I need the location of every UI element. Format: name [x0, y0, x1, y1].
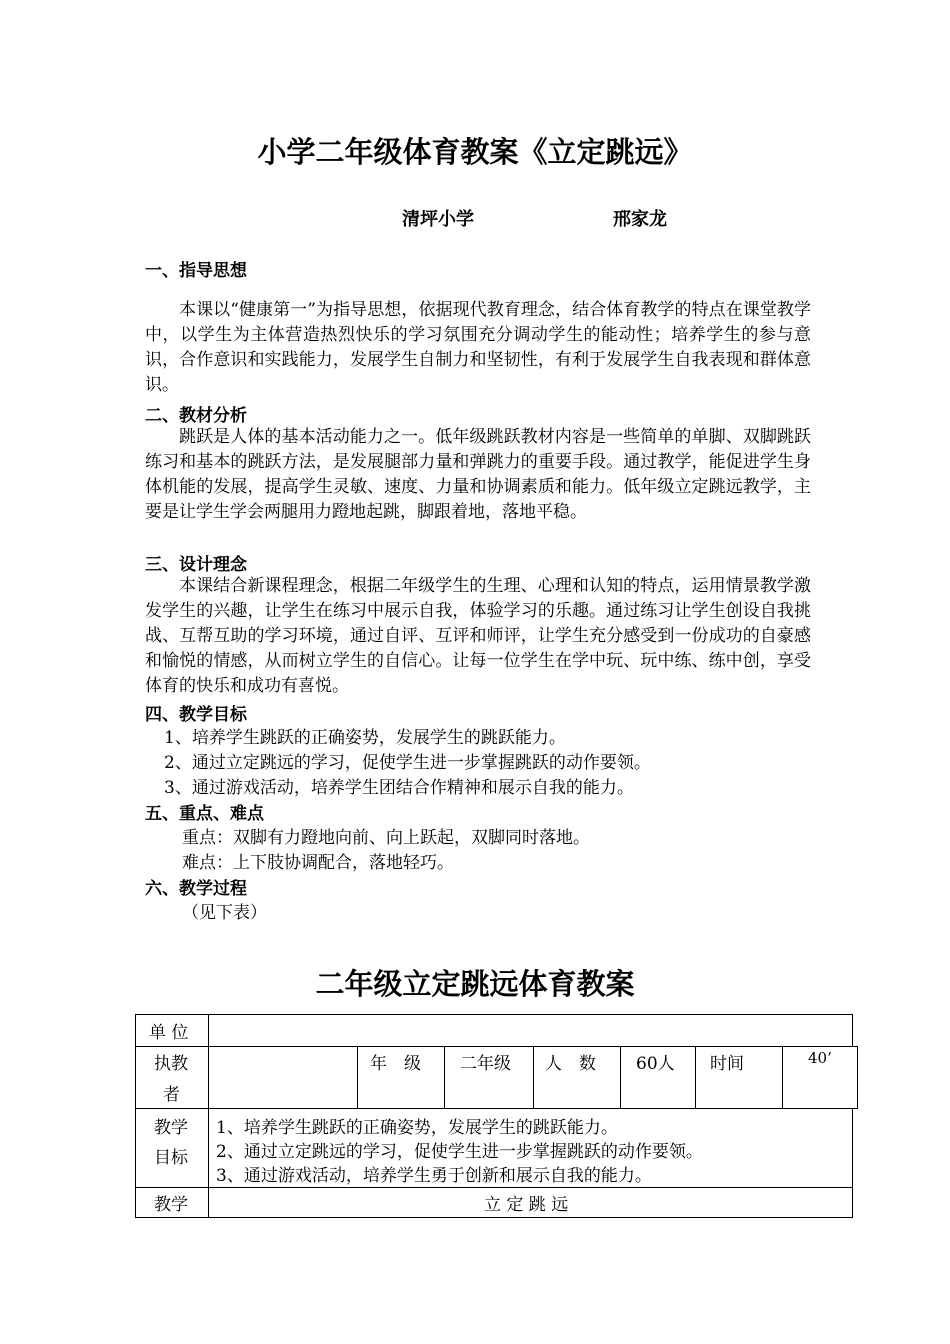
- teacher-value-cell: [208, 1046, 358, 1109]
- goal-item: 2、通过立定跳远的学习，促使学生进一步掌握跳跃的动作要领。: [164, 753, 651, 773]
- section-heading-material-analysis: 二、教材分析: [145, 406, 247, 426]
- section-heading-design-concept: 三、设计理念: [145, 555, 247, 575]
- goal-item: 1、培养学生跳跃的正确姿势，发展学生的跳跃能力。: [164, 728, 566, 748]
- difficult-point: 难点：上下肢协调配合，落地轻巧。: [182, 853, 454, 873]
- key-point: 重点：双脚有力蹬地向前、向上跃起，双脚同时落地。: [182, 828, 590, 848]
- time-label: 时间: [710, 1054, 744, 1074]
- see-table-note: （见下表）: [182, 903, 267, 923]
- time-value: 40’: [808, 1049, 832, 1067]
- unit-value-cell: [208, 1014, 853, 1047]
- table-goal-item: 3、通过游戏活动，培养学生勇于创新和展示自我的能力。: [216, 1166, 652, 1186]
- table-goal-item: 1、培养学生跳跃的正确姿势，发展学生的跳跃能力。: [216, 1118, 618, 1138]
- table-title: 二年级立定跳远体育教案: [315, 967, 635, 1001]
- section-body-guiding-thought: 本课以“健康第一”为指导思想，依据现代教育理念，结合体育教学的特点在课堂教学中，以学生为主体营造热烈快乐的学习氛围充分调动学生的能动性；培养学生的参与意识，合作意识和实践能力，发展学生自制力和坚韧性，有利于发展学生自我表现和群体意识。: [145, 300, 811, 395]
- section-heading-teaching-process: 六、教学过程: [145, 879, 247, 899]
- content-label: 教学: [154, 1195, 188, 1215]
- school-name: 清坪小学: [402, 209, 474, 230]
- document-title: 小学二年级体育教案《立定跳远》: [257, 135, 693, 169]
- section-heading-guiding-thought: 一、指导思想: [145, 261, 247, 281]
- teacher-label-line2: 者: [163, 1085, 180, 1105]
- goals-label-line2: 目标: [154, 1148, 188, 1168]
- teacher-label-line1: 执教: [154, 1054, 188, 1074]
- section-heading-key-points: 五、重点、难点: [145, 804, 264, 824]
- goal-item: 3、通过游戏活动，培养学生团结合作精神和展示自我的能力。: [164, 778, 634, 798]
- content-value: 立 定 跳 远: [484, 1195, 569, 1215]
- section-body-material-analysis: 跳跃是人体的基本活动能力之一。低年级跳跃教材内容是一些简单的单脚、双脚跳跃练习和基本的跳跃方法，是发展腿部力量和弹跳力的重要手段。通过教学，能促进学生身体机能的发展，提高学生灵敏、速度、力量和协调素质和能力。低年级立定跳远教学，主要是让学生学会两腿用力蹬地起跳，脚跟着地，落地平稳。: [145, 427, 811, 522]
- section-body-design-concept: 本课结合新课程理念，根据二年级学生的生理、心理和认知的特点，运用情景教学激发学生的兴趣，让学生在练习中展示自我，体验学习的乐趣。通过练习让学生创设自我挑战、互帮互助的学习环境，通过自评、互评和师评，让学生充分感受到一份成功的自豪感和愉悦的情感，从而树立学生的自信心。让每一位学生在学中玩、玩中练、练中创，享受体育的快乐和成功有喜悦。: [145, 576, 811, 696]
- count-label: 人 数: [545, 1054, 596, 1074]
- section-heading-teaching-goals: 四、教学目标: [145, 705, 247, 725]
- grade-label: 年 级: [370, 1054, 421, 1074]
- count-value: 60人: [636, 1054, 675, 1074]
- table-goal-item: 2、通过立定跳远的学习，促使学生进一步掌握跳跃的动作要领。: [216, 1142, 703, 1162]
- unit-label: 单 位: [149, 1023, 189, 1043]
- grade-value: 二年级: [460, 1054, 511, 1074]
- author-name: 邢家龙: [613, 209, 667, 230]
- goals-label-line1: 教学: [154, 1118, 188, 1138]
